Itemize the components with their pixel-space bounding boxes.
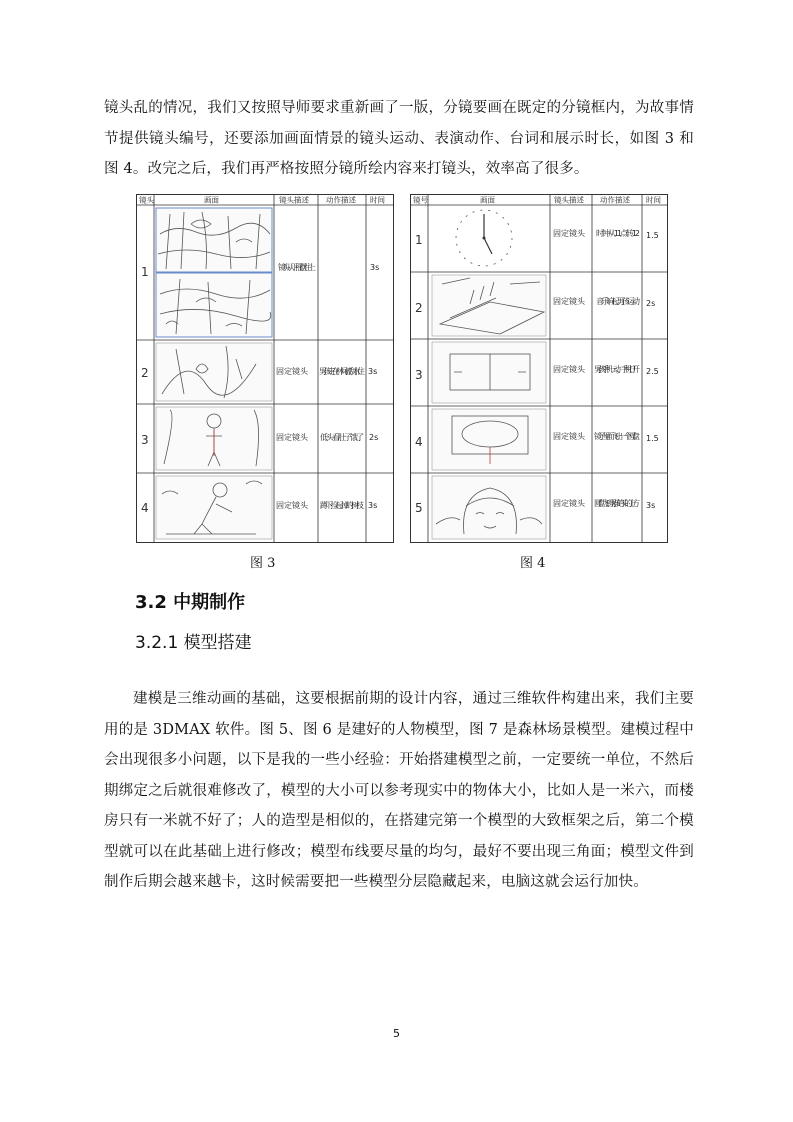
fig3-sketch-row2 — [156, 343, 272, 401]
fig3-row1-num: 1 — [141, 265, 149, 279]
fig4-row2-num: 2 — [415, 301, 423, 315]
fig4-row5-num: 5 — [415, 501, 423, 515]
fig4-header-1: 画面 — [480, 195, 495, 205]
fig3-sketch-row4 — [156, 476, 272, 539]
figure-4-caption: 图 4 — [520, 556, 546, 571]
fig3-row1-time: 3s — [370, 263, 380, 272]
fig4-row1-num: 1 — [415, 233, 423, 247]
fig4-row4-time: 1.5 — [646, 434, 659, 443]
fig3-row2-camera: 固定镜头 — [276, 367, 308, 376]
fig4-row1-action: 时钟从11点转12 — [596, 229, 640, 238]
fig3-header-0: 镜头 — [139, 195, 154, 205]
fig3-row2-num: 2 — [141, 366, 149, 380]
figure-4-storyboard — [410, 194, 668, 543]
fig3-header-2: 镜头描述 — [279, 195, 309, 205]
fig4-header-0: 镜号 — [413, 195, 428, 205]
section-heading: 3.2 中期制作 — [135, 592, 246, 613]
fig3-row3-time: 2s — [369, 433, 379, 442]
fig3-row4-action: 蹲下捡起掉的树枝 — [320, 501, 364, 510]
fig3-header-3: 动作描述 — [326, 195, 356, 205]
fig4-header-4: 时间 — [646, 195, 661, 205]
fig4-row4-camera: 固定镜头 — [553, 432, 585, 441]
fig4-row2-action: 音乐响起男孩运动 — [596, 297, 640, 306]
fig3-row3-num: 3 — [141, 433, 149, 447]
fig4-row4-action: 镜子里面飞出一个圆盘 — [594, 432, 640, 441]
fig4-row2-time: 2s — [646, 299, 656, 308]
fig4-header-3: 动作描述 — [600, 195, 630, 205]
intro-paragraph: 镜头乱的情况，我们又按照导师要求重新画了一版，分镜要画在既定的分镜框内，为故事情节提供镜头编号，还要添加画面情景的镜头运动、表演动作、台词和展示时长，如图 3 和图 4。改完之后，我们再严格按照分镜所绘内容来打镜头，效率高了很多。 — [104, 100, 694, 177]
fig3-header-4: 时间 — [370, 195, 385, 205]
fig3-row2-action: 男孩走在林间被刮水住 — [319, 367, 365, 376]
fig3-row2-time: 3s — [368, 367, 378, 376]
fig3-row4-num: 4 — [141, 501, 149, 515]
fig4-sketch-boy — [432, 476, 546, 539]
fig4-sketch-mirror — [432, 409, 546, 470]
modeling-paragraph: 建模是三维动画的基础，这要根据前期的设计内容，通过三维软件构建出来，我们主要用的是 3DMAX 软件。图 5、图 6 是建好的人物模型，图 7 是森林场景模型。建模过程中会出现很多小问题，以下是我的一些小经验：开始搭建模型之前，一定要统一单位，不然后期绑定之后就很难修改了，模型的大小可以参考现实中的物体大小，比如人是一米六，而楼房只有一米就不好了；人的造型是相似的，在搭建完第一个模型的大致框架之后，第二个模型就可以在此基础上进行修改；模型布线要尽量的均匀，最好不要出现三角面；模型文件到制作后期会越来越卡，这时候需要把一些模型分层隐藏起来，电脑这就会运行加快。 — [104, 691, 694, 890]
fig3-header-1: 画面 — [204, 195, 219, 205]
subsection-heading: 3.2.1 模型搭建 — [135, 633, 252, 653]
fig4-row5-action: 圆盘飞到男孩的头的上方 — [594, 499, 640, 508]
fig3-sketch-row3 — [156, 407, 272, 470]
fig4-row3-action: 男孩手机一动，手机打开 — [594, 365, 640, 374]
fig4-row4-num: 4 — [415, 435, 423, 449]
fig4-row2-camera: 固定镜头 — [553, 297, 585, 306]
fig4-header-2: 镜头描述 — [554, 195, 584, 205]
fig3-row4-camera: 固定镜头 — [276, 501, 308, 510]
figure-3-caption: 图 3 — [250, 556, 276, 571]
fig4-row3-time: 2.5 — [646, 367, 659, 376]
fig3-row4-time: 3s — [368, 501, 378, 510]
figure-3-storyboard — [136, 194, 394, 543]
fig3-row3-camera: 固定镜头 — [276, 433, 308, 442]
fig4-row1-camera: 固定镜头 — [553, 229, 585, 238]
fig4-row3-camera: 固定镜头 — [553, 365, 585, 374]
fig4-sketch-piano — [432, 275, 546, 336]
fig4-row5-camera: 固定镜头 — [553, 499, 585, 508]
fig4-sketch-phone — [432, 342, 546, 403]
fig4-row1-time: 1.5 — [646, 231, 659, 240]
page-number: 5 — [393, 1027, 400, 1040]
fig3-row1-camera: 镜头从下摇摆往上 — [278, 263, 316, 272]
fig3-row3-action: 低头看肚子饿了 — [320, 433, 364, 442]
fig4-row5-time: 3s — [646, 501, 656, 510]
fig4-row3-num: 3 — [415, 368, 423, 382]
